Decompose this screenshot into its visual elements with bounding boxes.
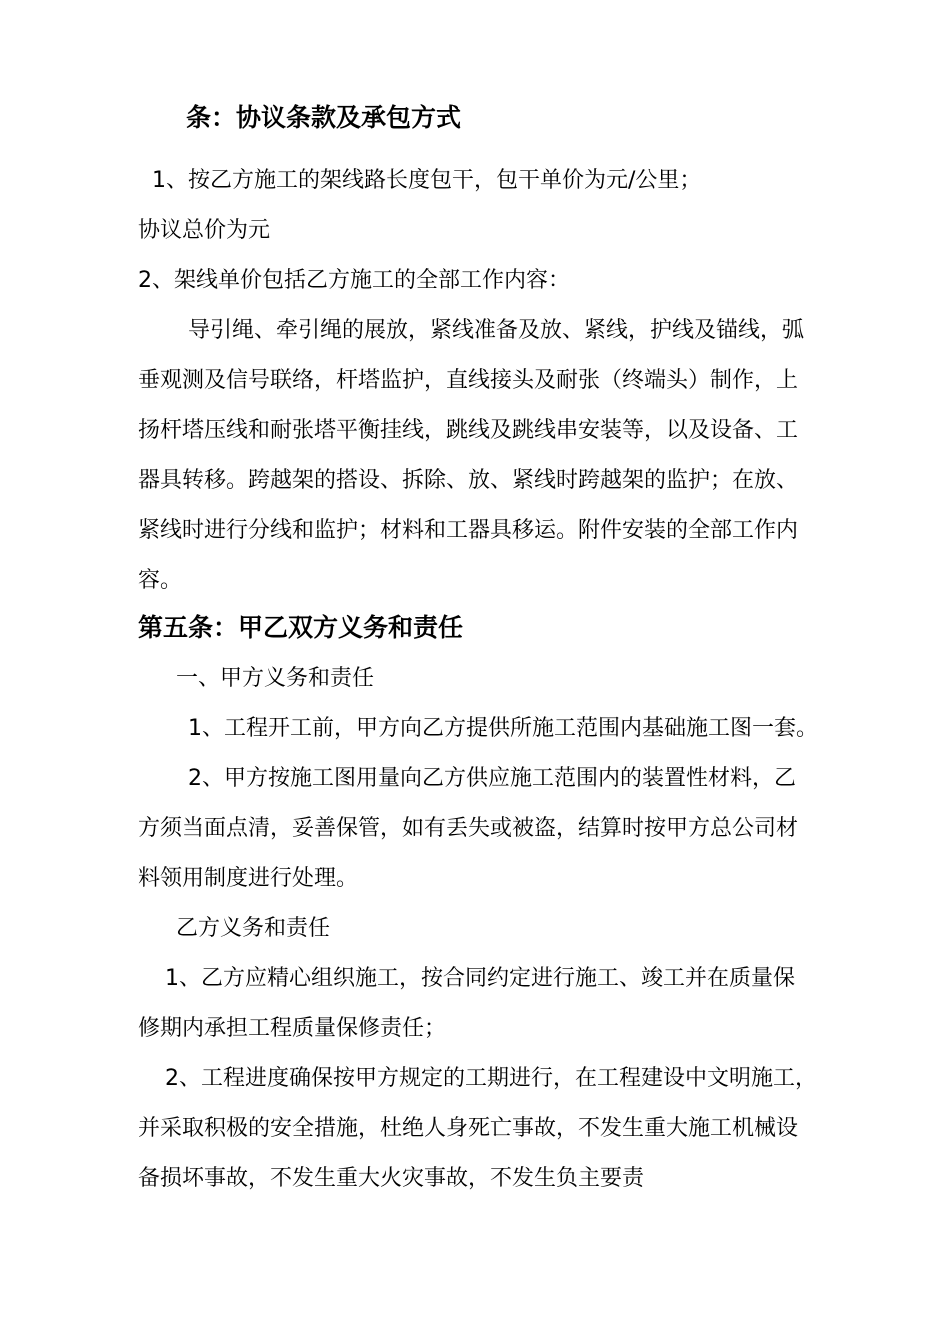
article-4-content-line: 垂观测及信号联络，杆塔监护，直线接头及耐张（终端头）制作，上 xyxy=(138,368,799,393)
article-4-heading: 条：协议条款及承包方式 xyxy=(186,103,462,132)
party-b-heading: 乙方义务和责任 xyxy=(176,916,331,941)
article-4-content-line: 紧线时进行分线和监护；材料和工器具移运。附件安装的全部工作内 xyxy=(138,518,799,543)
article-4-item-1: 1、按乙方施工的架线路长度包干，包干单价为元/公里； xyxy=(152,168,702,193)
party-b-item-1-line: 1、乙方应精心组织施工，按合同约定进行施工、竣工并在质量保 xyxy=(165,966,795,991)
article-4-content-line: 器具转移。跨越架的搭设、拆除、放、紧线时跨越架的监护；在放、 xyxy=(138,468,799,493)
article-4-content-line: 导引绳、牵引绳的展放，紧线准备及放、紧线，护线及锚线，弧 xyxy=(188,318,805,343)
article-4-item-2: 2、架线单价包括乙方施工的全部工作内容： xyxy=(138,268,570,293)
article-4-total-price: 协议总价为元 xyxy=(138,218,271,243)
article-5-heading: 第五条：甲乙双方义务和责任 xyxy=(138,613,464,642)
party-b-item-1-line: 修期内承担工程质量保修责任； xyxy=(138,1016,447,1041)
party-a-item-2-line: 方须当面点清，妥善保管，如有丢失或被盗，结算时按甲方总公司材 xyxy=(138,816,799,841)
party-a-item-1: 1、工程开工前，甲方向乙方提供所施工范围内基础施工图一套。 xyxy=(188,716,818,741)
party-b-item-2-line: 并采取积极的安全措施，杜绝人身死亡事故，不发生重大施工机械设 xyxy=(138,1116,799,1141)
party-a-item-2-line: 2、甲方按施工图用量向乙方供应施工范围内的装置性材料，乙 xyxy=(188,766,796,791)
party-a-heading: 一、甲方义务和责任 xyxy=(176,666,375,691)
party-a-item-2-line: 料领用制度进行处理。 xyxy=(138,866,359,891)
article-4-content-line: 容。 xyxy=(138,568,183,593)
party-b-item-2-line: 2、工程进度确保按甲方规定的工期进行，在工程建设中文明施工， xyxy=(165,1066,817,1091)
party-b-item-2-line: 备损坏事故，不发生重大火灾事故，不发生负主要责 xyxy=(138,1166,645,1191)
article-4-content-line: 扬杆塔压线和耐张塔平衡挂线，跳线及跳线串安装等，以及设备、工 xyxy=(138,418,799,443)
